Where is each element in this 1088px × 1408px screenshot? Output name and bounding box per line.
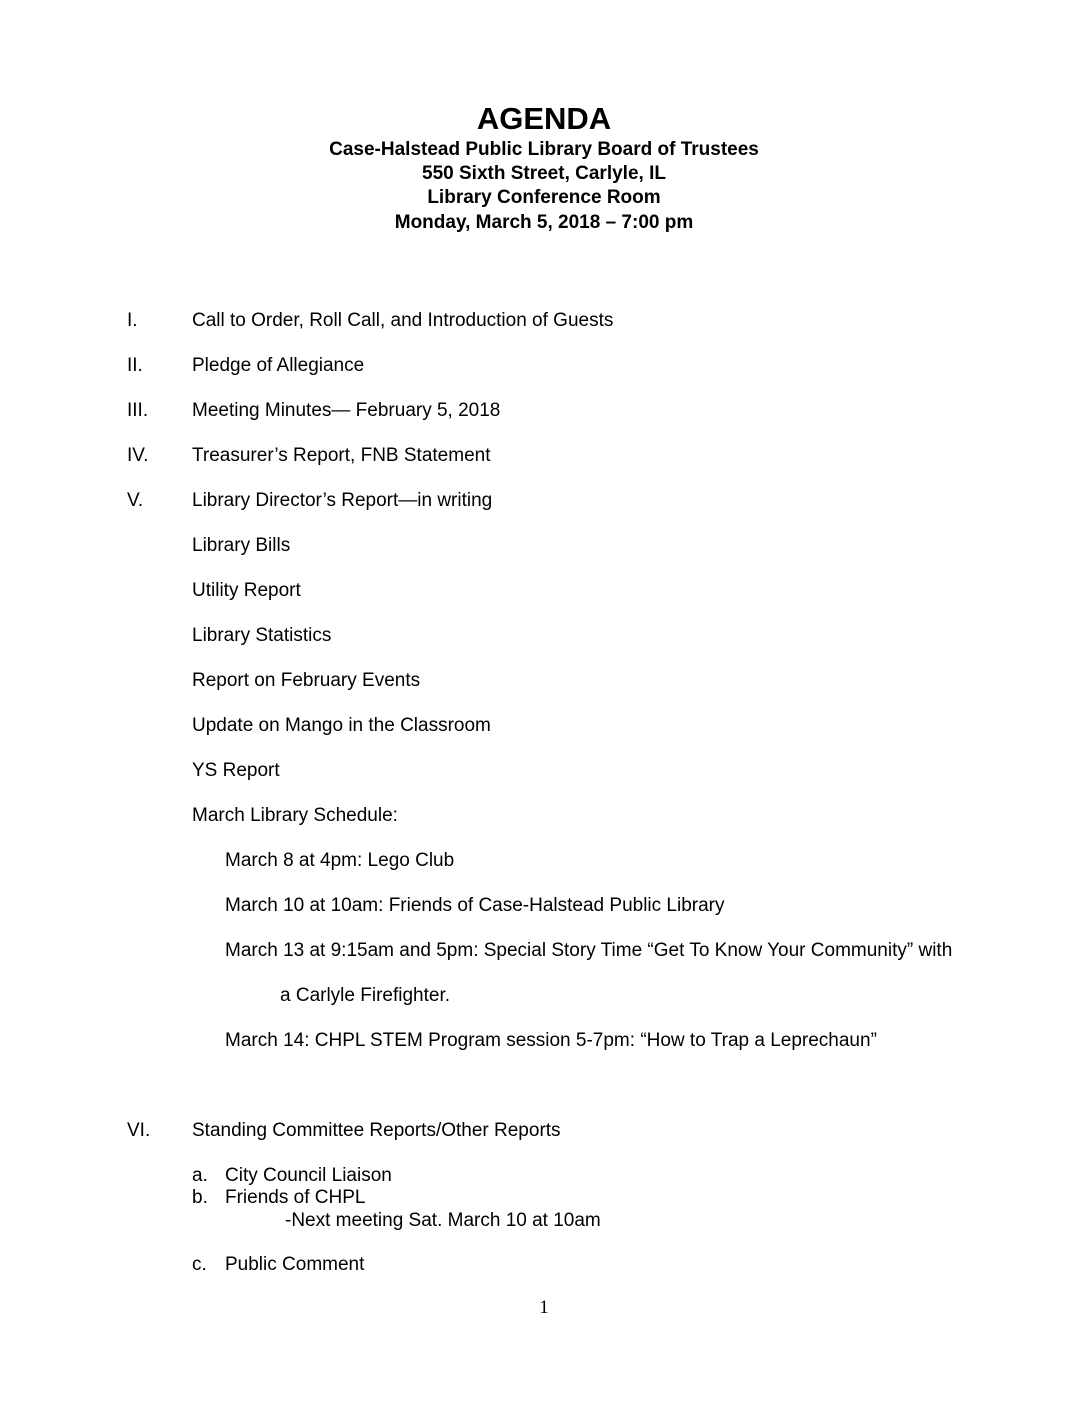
committee-item: City Council Liaison bbox=[225, 1165, 392, 1186]
item-numeral: II. bbox=[127, 355, 143, 376]
schedule-entry: March 14: CHPL STEM Program session 5-7pm: “How to Trap a Leprechaun” bbox=[225, 1030, 877, 1051]
schedule-entry-continuation: a Carlyle Firefighter. bbox=[280, 985, 451, 1006]
item-text: Treasurer’s Report, FNB Statement bbox=[192, 445, 491, 466]
meeting-room: Library Conference Room bbox=[427, 187, 661, 208]
committee-item: Friends of CHPL bbox=[225, 1187, 366, 1208]
item-numeral: I. bbox=[127, 310, 138, 331]
director-report-item: Report on February Events bbox=[192, 670, 421, 691]
schedule-heading: March Library Schedule: bbox=[192, 805, 398, 826]
schedule-entry: March 8 at 4pm: Lego Club bbox=[225, 850, 455, 871]
director-report-item: Library Statistics bbox=[192, 625, 332, 646]
committee-letter: b. bbox=[192, 1187, 208, 1208]
page-number: 1 bbox=[539, 1297, 549, 1318]
item-numeral: III. bbox=[127, 400, 149, 421]
item-text: Pledge of Allegiance bbox=[192, 355, 365, 376]
item-numeral: IV. bbox=[127, 445, 149, 466]
committee-item: Public Comment bbox=[225, 1254, 365, 1275]
address: 550 Sixth Street, Carlyle, IL bbox=[422, 163, 666, 184]
item-text: Meeting Minutes— February 5, 2018 bbox=[192, 400, 501, 421]
director-report-item: Library Bills bbox=[192, 535, 291, 556]
committee-note: -Next meeting Sat. March 10 at 10am bbox=[285, 1210, 601, 1231]
director-report-item: Utility Report bbox=[192, 580, 301, 601]
organization-name: Case-Halstead Public Library Board of Trustees bbox=[329, 139, 759, 160]
committee-letter: a. bbox=[192, 1165, 208, 1186]
item-numeral: V. bbox=[127, 490, 144, 511]
director-report-item: Update on Mango in the Classroom bbox=[192, 715, 491, 736]
agenda-title: AGENDA bbox=[476, 101, 612, 136]
committee-letter: c. bbox=[192, 1254, 207, 1275]
director-report-item: YS Report bbox=[192, 760, 280, 781]
item-text: Library Director’s Report—in writing bbox=[192, 490, 493, 511]
item-text: Call to Order, Roll Call, and Introduction of Guests bbox=[192, 310, 614, 331]
item-numeral: VI. bbox=[127, 1120, 151, 1141]
meeting-datetime: Monday, March 5, 2018 – 7:00 pm bbox=[394, 212, 694, 233]
item-text: Standing Committee Reports/Other Reports bbox=[192, 1120, 561, 1141]
schedule-entry: March 13 at 9:15am and 5pm: Special Story Time “Get To Know Your Community” with bbox=[225, 940, 953, 961]
schedule-entry: March 10 at 10am: Friends of Case-Halstead Public Library bbox=[225, 895, 725, 916]
